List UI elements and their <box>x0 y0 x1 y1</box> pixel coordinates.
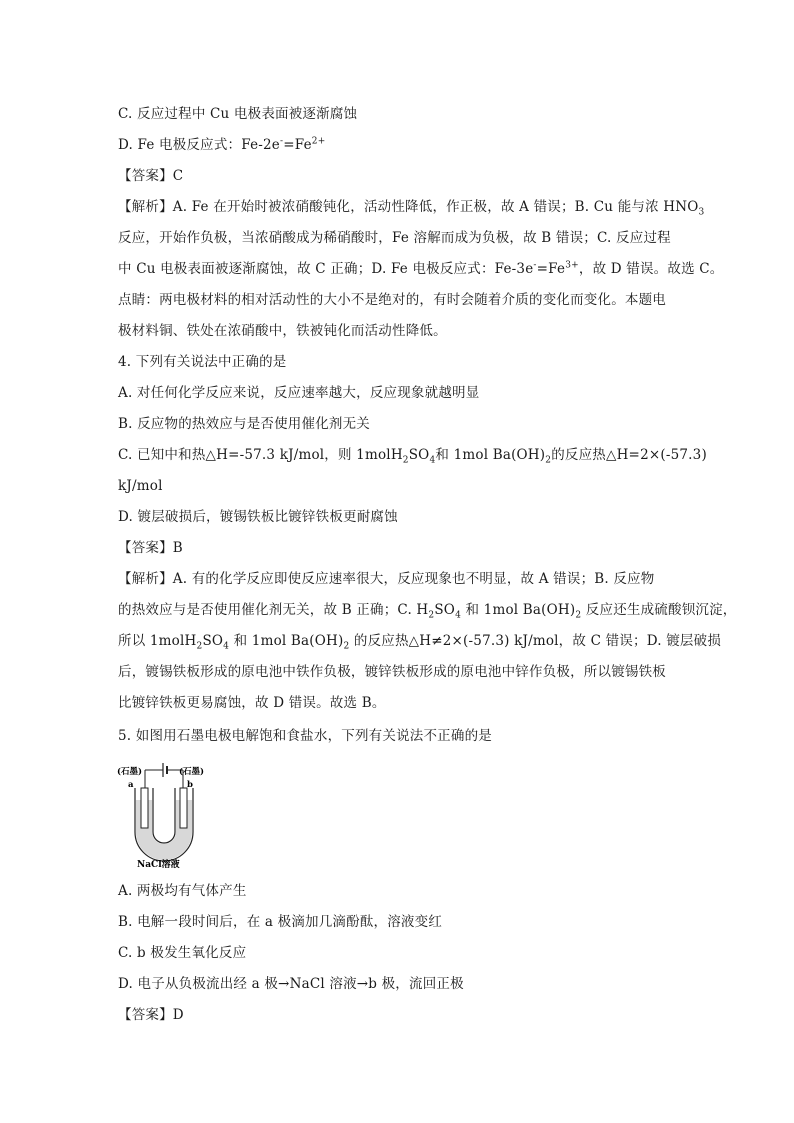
left-electrode-label: (石墨) <box>117 767 143 777</box>
electrode-a <box>141 788 148 828</box>
option-b-q5: B. 电解一段时间后，在 a 极滴加几滴酚酞，溶液变红 <box>118 914 443 930</box>
option-d-q4: D. 镀层破损后，镀锡铁板比镀锌铁板更耐腐蚀 <box>118 509 398 525</box>
option-d-q3: D. Fe 电极反应式：$Fe-2e^-=Fe^{2+}$ <box>118 136 326 153</box>
option-c-q4: C. 已知中和热△H=-57.3 kJ/mol，则 $1molH_2SO_4$和 1mol $Ba(OH)_2$的反应热△H=2×(-57.3) <box>118 447 707 466</box>
analysis-q3-line3: 中 Cu 电极表面被逐渐腐蚀，故 C 正确；D. Fe 电极反应式：$Fe-3e^-=Fe^{3+}$，故 D 错误。故选 C。 <box>118 260 724 277</box>
option-c-q5: C. b 极发生氧化反应 <box>118 945 247 961</box>
option-b-q4: B. 反应物的热效应与是否使用催化剂无关 <box>118 416 371 432</box>
option-d-q5: D. 电子从负极流出经 a 极→NaCl 溶液→b 极，流回正极 <box>118 976 464 992</box>
tip-q3-line2: 极材料铜、铁处在浓硝酸中，铁被钝化而活动性降低。 <box>118 323 447 339</box>
answer-q5: 【答案】D <box>118 1007 184 1023</box>
option-c-q3: C. 反应过程中 Cu 电极表面被逐渐腐蚀 <box>118 106 358 122</box>
option-a-q5: A. 两极均有气体产生 <box>118 883 247 899</box>
analysis-q4-line4: 后，镀锡铁板形成的原电池中铁作负极，镀锌铁板形成的原电池中锌作负极，所以镀锡铁板 <box>118 664 666 680</box>
analysis-q4-line3: 所以 $1molH_2SO_4$ 和 1mol $Ba(OH)_2$ 的反应热△H≠2×(-57.3) kJ/mol，故 C 错误；D. 镀层破损 <box>118 633 722 652</box>
option-c-q4-cont: kJ/mol <box>118 478 163 494</box>
analysis-q4-line1: 【解析】A. 有的化学反应即使反应速率很大，反应现象也不明显，故 A 错误；B. 反应物 <box>118 571 655 587</box>
electrolysis-u-tube-diagram <box>115 760 205 870</box>
question-5-stem: 5. 如图用石墨电极电解饱和食盐水，下列有关说法不正确的是 <box>118 728 492 744</box>
analysis-q3-line2: 反应，开始作负极，当浓硝酸成为稀硝酸时，Fe 溶解而成为负极，故 B 错误；C. 反应过程 <box>118 230 671 246</box>
b-electrode-label: b <box>187 780 193 790</box>
answer-q3: 【答案】C <box>118 168 184 184</box>
question-4-stem: 4. 下列有关说法中正确的是 <box>118 354 287 370</box>
nacl-label: NaCl溶液 <box>137 860 180 870</box>
electrode-b <box>180 788 187 828</box>
answer-q4: 【答案】B <box>118 540 183 556</box>
analysis-q3-line1: 【解析】A. Fe 在开始时被浓硝酸钝化，活动性降低，作正极，故 A 错误；B. Cu 能与浓 $HNO_3$ <box>118 199 705 218</box>
analysis-q4-line5: 比镀锌铁板更易腐蚀，故 D 错误。故选 B。 <box>118 695 386 711</box>
analysis-q4-line2: 的热效应与是否使用催化剂无关，故 B 正确；C. $H_2SO_4$ 和 1mol $Ba(OH)_2$ 反应还生成硫酸钡沉淀， <box>118 602 737 621</box>
tip-q3-line1: 点睛：两电极材料的相对活动性的大小不是绝对的，有时会随着介质的变化而变化。本题电 <box>118 292 666 308</box>
u-tube-inner <box>153 788 175 843</box>
a-electrode-label: a <box>128 780 134 790</box>
option-a-q4: A. 对任何化学反应来说，反应速率越大，反应现象就越明显 <box>118 385 480 401</box>
right-electrode-label: (石墨) <box>179 767 205 777</box>
